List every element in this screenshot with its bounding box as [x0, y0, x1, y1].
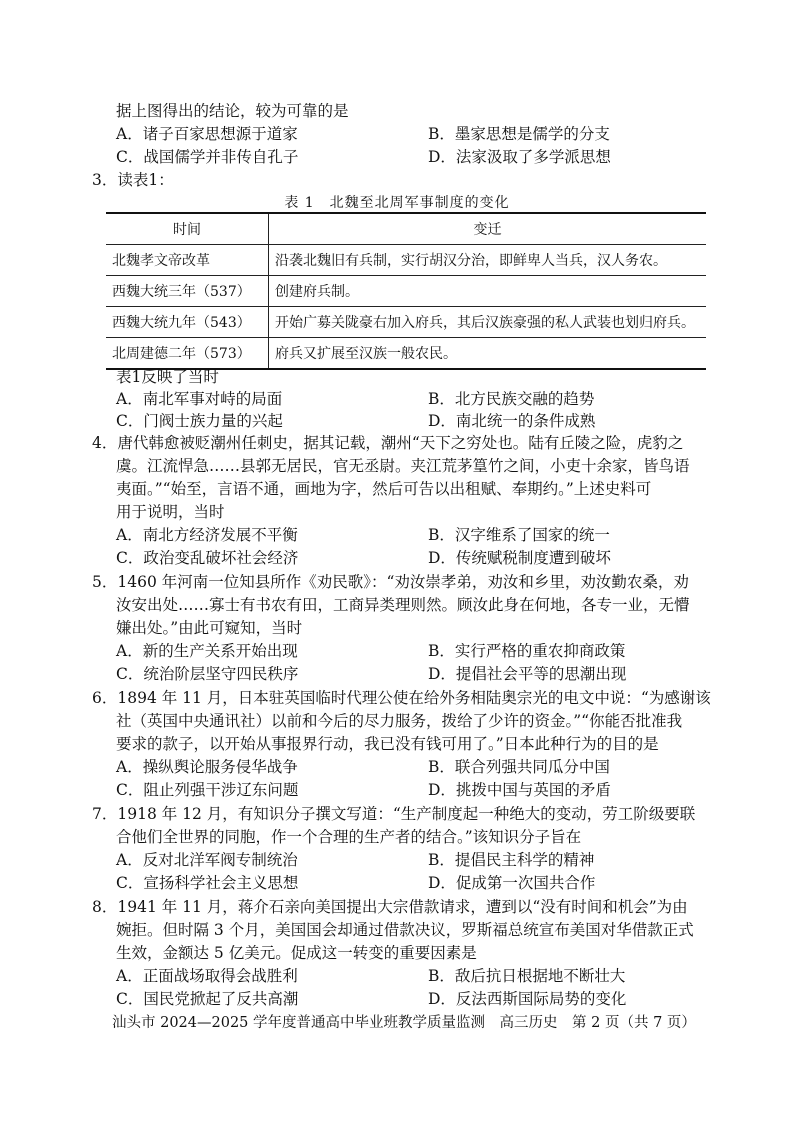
table-caption: 表 1 北魏至北周军事制度的变化	[284, 195, 510, 211]
table-cell-change: 沿袭北魏旧有兵制，实行胡汉分治，即鲜卑人当兵，汉人务农。	[275, 253, 667, 269]
option-c: C．国民党掀起了反共高潮	[116, 990, 299, 1008]
option-c: C．阻止列强干涉辽东问题	[116, 781, 299, 799]
table-cell-time: 北魏孝文帝改革	[106, 245, 269, 276]
military-system-table	[106, 212, 706, 370]
option-b: B．联合列强共同瓜分中国	[428, 758, 610, 776]
table-cell-time: 西魏大统九年（543）	[106, 307, 269, 338]
option-a: A．反对北洋军阀专制统治	[116, 851, 298, 869]
table-row	[106, 338, 706, 370]
page-footer: 汕头市 2024—2025 学年度普通高中毕业班教学质量监测 高三历史 第 2 页（共 7 页）	[112, 1015, 696, 1031]
table-header-cell: 变迁	[473, 222, 502, 238]
option-b: B．实行严格的重农抑商政策	[428, 642, 626, 660]
question-6-line: 6．1894 年 11 月，日本驻英国临时代理公使在给外务相陆奥宗光的电文中说：“为感谢该	[92, 689, 711, 707]
question-7-line: 合他们全世界的同胞，作一个合理的生产者的结合。”该知识分子旨在	[116, 828, 582, 846]
option-c: C．门阀士族力量的兴起	[116, 412, 283, 430]
option-d: D．提倡社会平等的思潮出现	[428, 665, 627, 683]
option-d: D．法家汲取了多学派思想	[428, 148, 611, 166]
table-cell-time: 北周建德二年（573）	[106, 338, 269, 370]
option-d: D．传统赋税制度遭到破坏	[428, 549, 611, 567]
option-b: B．墨家思想是儒学的分支	[428, 125, 610, 143]
table-row	[106, 307, 706, 338]
option-d: D．南北统一的条件成熟	[428, 412, 596, 430]
table-header-row	[106, 213, 706, 245]
question-7-line: 7．1918 年 12 月，有知识分子撰文写道：“生产制度起一种绝大的变动，劳工阶级要联	[92, 805, 696, 823]
question-3-head: 3．读表1：	[92, 171, 174, 189]
question-6-line: 社（英国中央通讯社）以前和今后的尽力服务，拨给了少许的资金。”“你能否批准我	[116, 712, 683, 730]
table-header-cell: 时间	[106, 213, 269, 245]
option-b: B．敌后抗日根据地不断壮大	[428, 967, 626, 985]
table-cell-change: 府兵又扩展至汉族一般农民。	[275, 346, 457, 362]
table-cell-change: 创建府兵制。	[275, 284, 359, 300]
question-4-line: 4．唐代韩愈被贬潮州任刺史，据其记载，潮州“天下之穷处也。陆有丘陵之险，虎豹之	[92, 434, 684, 452]
question-5-line: 汝安出处……寡士有书农有田，工商异类理则然。顾汝此身在何地，各专一业，无懵	[116, 596, 690, 614]
option-c: C．战国儒学并非传自孔子	[116, 148, 299, 166]
option-a: A．南北方经济发展不平衡	[116, 526, 298, 544]
question-5-line: 5．1460 年河南一位知县所作《劝民歌》：“劝汝崇孝弟，劝汝和乡里，劝汝勤农桑，劝	[92, 573, 689, 591]
option-b: B．汉字维系了国家的统一	[428, 526, 610, 544]
option-b: B．提倡民主科学的精神	[428, 851, 595, 869]
option-c: C．政治变乱破坏社会经济	[116, 549, 299, 567]
question-5-line: 嫌出处。”由此可窥知，当时	[116, 619, 303, 637]
question-4-line: 夷面。”“始至，言语不通，画地为字，然后可告以出租赋、奉期约。”上述史料可	[116, 480, 652, 498]
table-row	[106, 276, 706, 307]
table-cell-change: 开始广募关陇豪右加入府兵，其后汉族豪强的私人武装也划归府兵。	[275, 315, 695, 331]
question-8-line: 8．1941 年 11 月，蒋介石亲向美国提出大宗借款请求，遭到以“没有时间和机会”为由	[92, 898, 688, 916]
question-8-line: 生效，金额达 5 亿美元。促成这一转变的重要因素是	[116, 944, 477, 962]
question-4-line: 用于说明，当时	[116, 503, 225, 521]
option-a: A．操纵舆论服务侵华战争	[116, 758, 298, 776]
option-d: D．反法西斯国际局势的变化	[428, 990, 627, 1008]
option-d: D．挑拨中国与英国的矛盾	[428, 781, 611, 799]
option-c: C．宣扬科学社会主义思想	[116, 874, 299, 892]
question-8-line: 婉拒。但时隔 3 个月，美国国会却通过借款决议，罗斯福总统宣布美国对华借款正式	[116, 921, 694, 939]
option-a: A．南北军事对峙的局面	[116, 390, 283, 408]
option-a: A．新的生产关系开始出现	[116, 642, 298, 660]
question-6-line: 要求的款子，以开始从事报界行动，我已没有钱可用了。”日本此种行为的目的是	[116, 735, 659, 753]
option-c: C．统治阶层坚守四民秩序	[116, 665, 299, 683]
option-a: A．正面战场取得会战胜利	[116, 967, 298, 985]
question-4-line: 虞。江流悍急……县郭无居民，官无丞尉。夹江荒茅篁竹之间，小吏十余家，皆鸟语	[116, 457, 690, 475]
option-b: B．北方民族交融的趋势	[428, 390, 595, 408]
question-stem: 据上图得出的结论，较为可靠的是	[116, 102, 349, 120]
option-d: D．促成第一次国共合作	[428, 874, 596, 892]
question-stem: 表1反映了当时	[116, 368, 219, 386]
table-cell-time: 西魏大统三年（537）	[106, 276, 269, 307]
table-row	[106, 245, 706, 276]
option-a: A．诸子百家思想源于道家	[116, 125, 298, 143]
